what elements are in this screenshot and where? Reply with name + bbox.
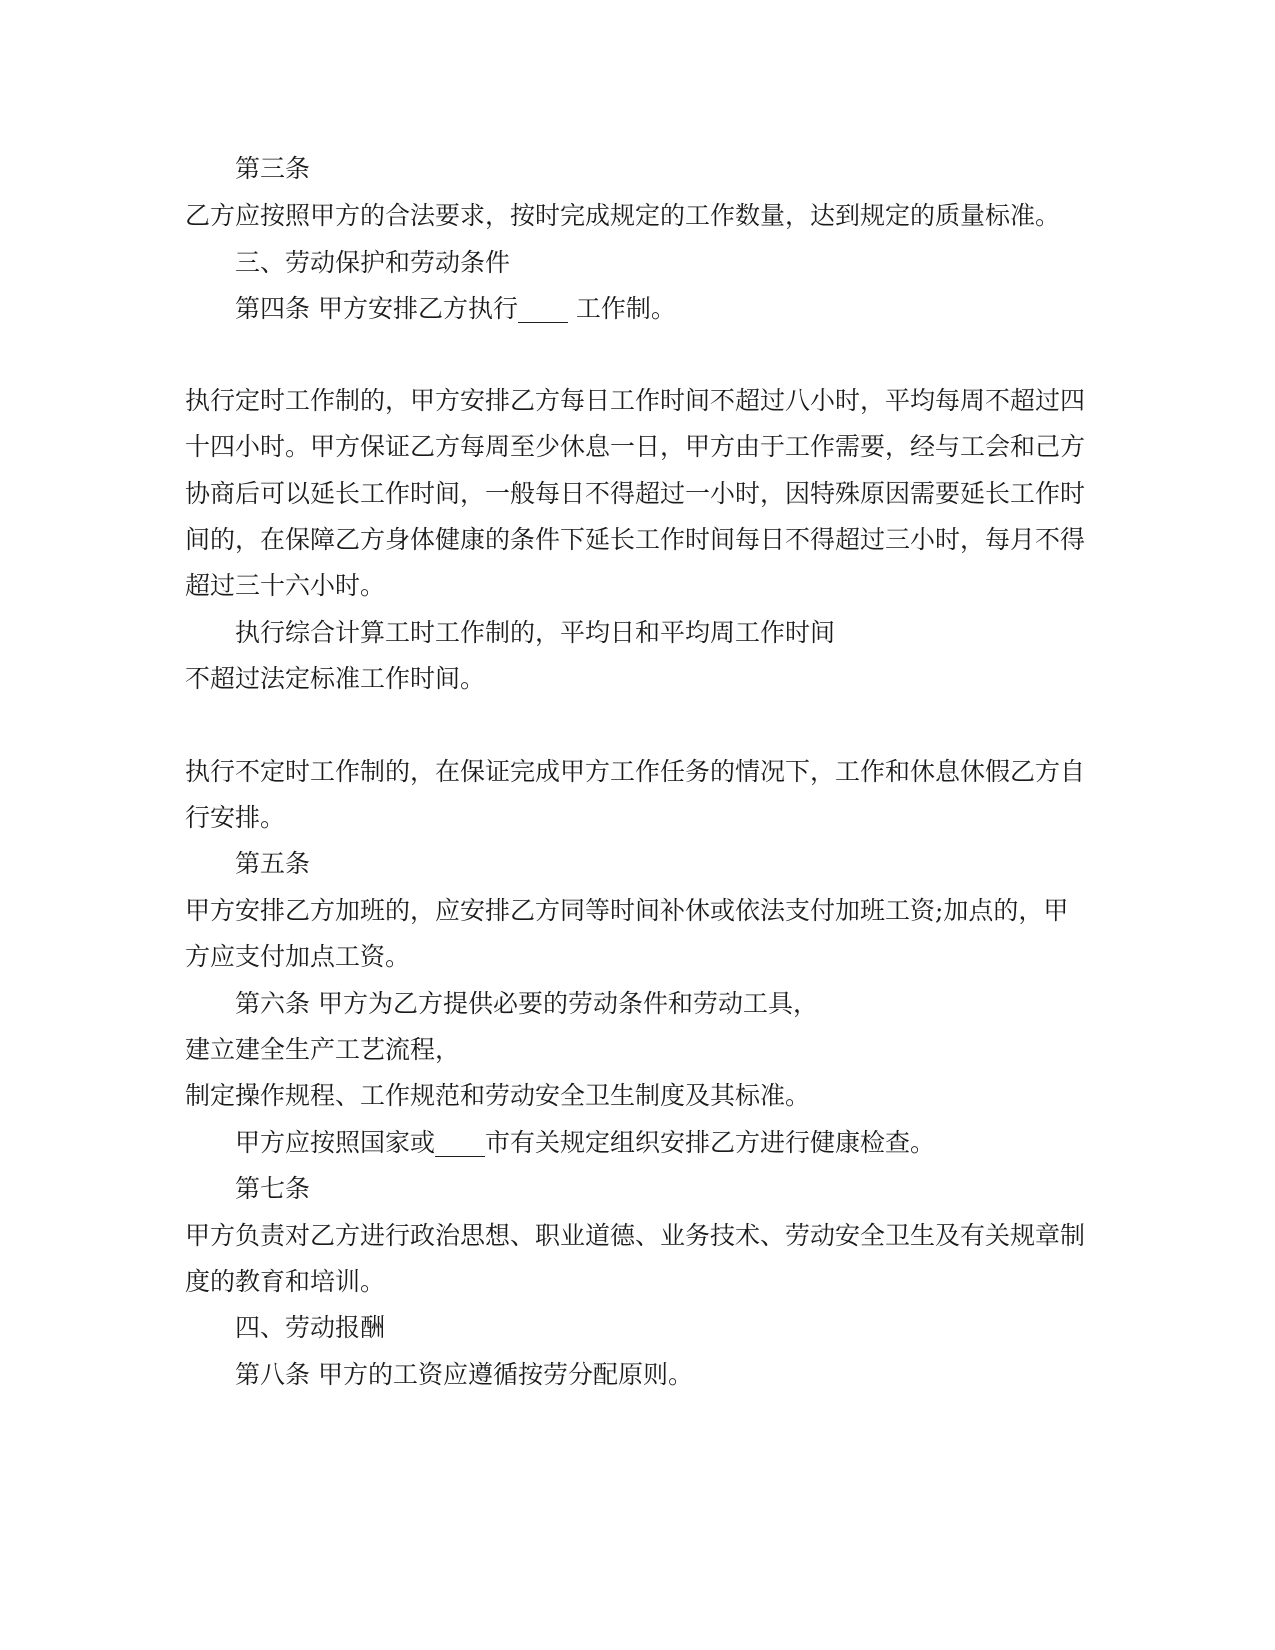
paragraph-line: 行安排。	[185, 803, 286, 832]
article-7-heading: 第七条	[235, 1174, 311, 1203]
paragraph-line: 甲方应按照国家或____市有关规定组织安排乙方进行健康检查。	[235, 1128, 936, 1157]
paragraph-line: 度的教育和培训。	[185, 1267, 386, 1296]
article-8-line: 第八条 甲方的工资应遵循按劳分配原则。	[235, 1360, 693, 1389]
article-5-heading: 第五条	[235, 849, 311, 878]
paragraph-line: 不超过法定标准工作时间。	[185, 664, 486, 693]
paragraph-line: 乙方应按照甲方的合法要求，按时完成规定的工作数量，达到规定的质量标准。	[185, 201, 1061, 230]
paragraph-line: 建立建全生产工艺流程，	[185, 1035, 461, 1064]
paragraph-line: 执行定时工作制的，甲方安排乙方每日工作时间不超过八小时，平均每周不超过四	[185, 386, 1086, 415]
paragraph-line: 甲方安排乙方加班的，应安排乙方同等时间补休或依法支付加班工资;加点的，甲	[185, 896, 1069, 925]
paragraph-line: 协商后可以延长工作时间，一般每日不得超过一小时，因特殊原因需要延长工作时	[185, 479, 1086, 508]
section-heading-remuneration: 四、劳动报酬	[235, 1313, 386, 1342]
paragraph-line: 方应支付加点工资。	[185, 942, 411, 971]
paragraph-line: 间的，在保障乙方身体健康的条件下延长工作时间每日不得超过三小时，每月不得	[185, 525, 1086, 554]
paragraph-line: 执行综合计算工时工作制的，平均日和平均周工作时间	[235, 618, 836, 647]
section-heading-labor-protection: 三、劳动保护和劳动条件	[235, 248, 511, 277]
article-3-heading: 第三条	[235, 154, 311, 183]
article-6-line: 第六条 甲方为乙方提供必要的劳动条件和劳动工具，	[235, 989, 818, 1018]
article-4-line: 第四条 甲方安排乙方执行____ 工作制。	[235, 294, 676, 323]
paragraph-line: 制定操作规程、工作规范和劳动安全卫生制度及其标准。	[185, 1081, 811, 1110]
paragraph-line: 执行不定时工作制的，在保证完成甲方工作任务的情况下，工作和休息休假乙方自	[185, 757, 1086, 786]
paragraph-line: 十四小时。甲方保证乙方每周至少休息一日，甲方由于工作需要，经与工会和己方	[185, 432, 1086, 461]
paragraph-line: 超过三十六小时。	[185, 571, 386, 600]
paragraph-line: 甲方负责对乙方进行政治思想、职业道德、业务技术、劳动安全卫生及有关规章制	[185, 1221, 1086, 1250]
